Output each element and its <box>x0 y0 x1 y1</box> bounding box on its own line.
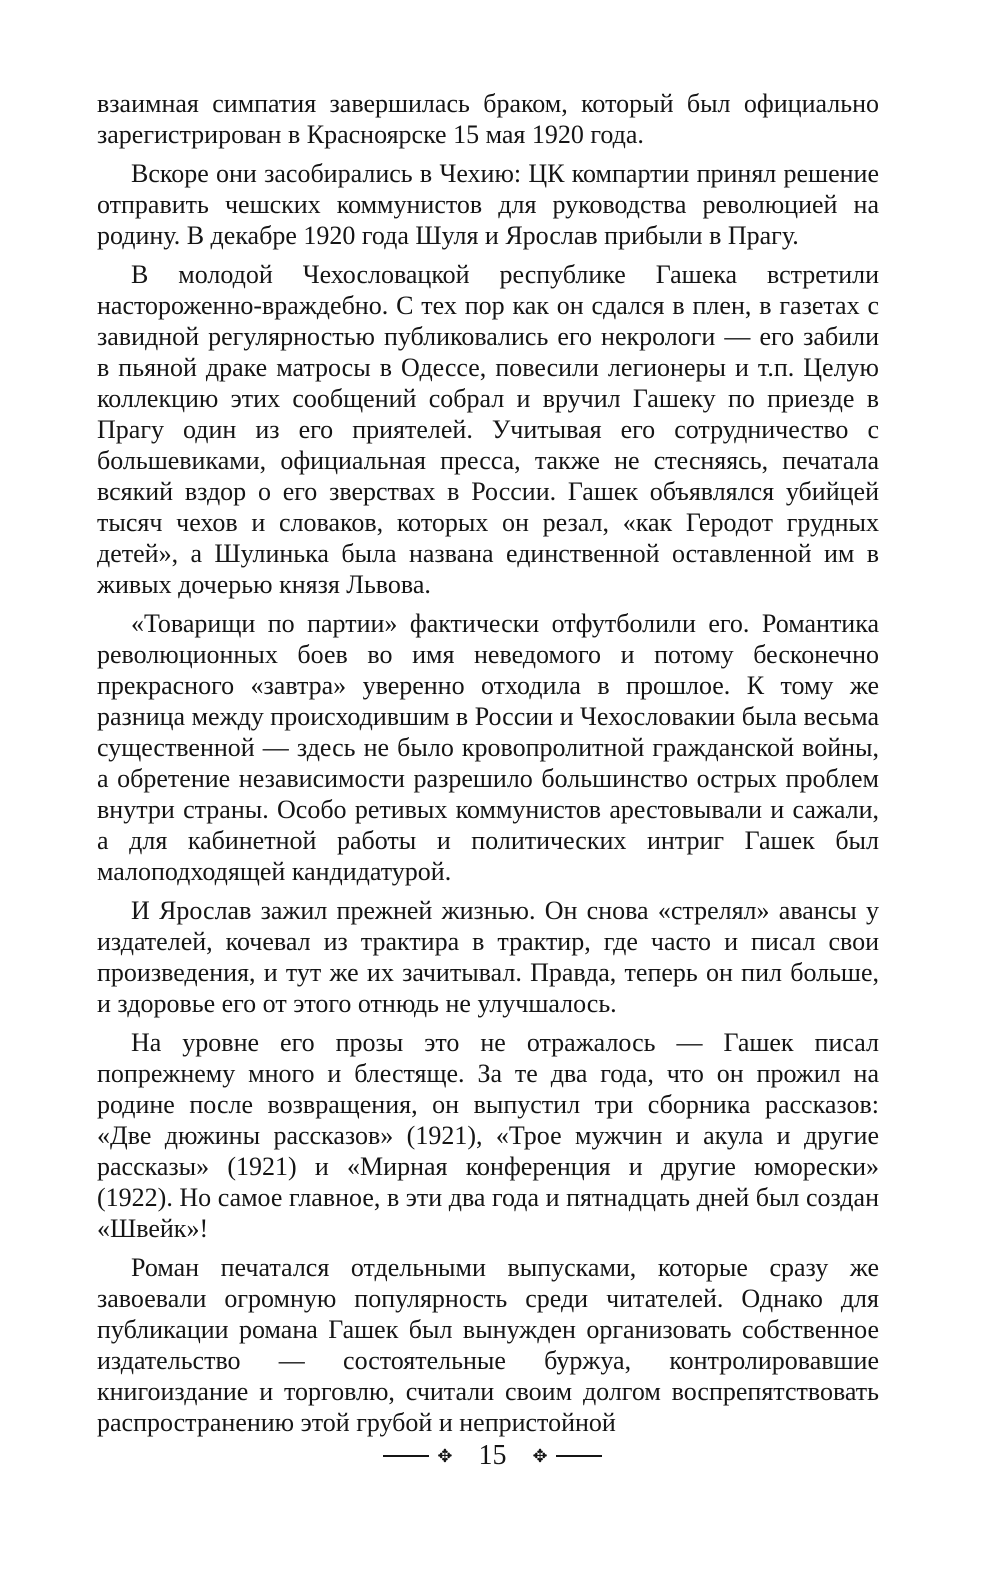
paragraph-5: И Ярослав зажил прежней жизнью. Он снова «стрелял» авансы у издателей, кочевал из трактира в трактир, где часто и писал свои произведения, и тут же их зачитывал. Правда, теперь он пил больше, и здоровье его от этого отнюдь не улучшалось. <box>97 896 879 1018</box>
footer-rule-left <box>383 1455 429 1457</box>
paragraph-6: На уровне его прозы это не отражалось — Гашек писал попрежнему много и блестяще. За те два года, что он прожил на родине после возвращения, он выпустил три сборника рассказов: «Две дюжины рассказов» (1921), «Трое мужчин и акула и другие рассказы» (1921) и «Мирная конференция и другие юморески» (1922). Но самое главное, в эти два года и пятнадцать дней был создан «Швейк»! <box>97 1028 879 1243</box>
paragraph-3: В молодой Чехословацкой республике Гашека встретили настороженно-враждебно. С тех пор как он сдался в плен, в газетах с завидной регулярностью публиковались его некрологи — его забили в пьяной драке матросы в Одессе, повесили легионеры и т.п. Целую коллекцию этих сообщений собрал и вручил Гашеку по приезде в Прагу один из его приятелей. Учитывая его сотрудничество с большевиками, официальная пресса, также не стесняясь, печатала всякий вздор о его зверствах в России. Гашек объявлялся убийцей тысяч чехов и словаков, которых он резал, «как Геродот грудных детей», а Шулинька была названа единственной оставленной им в живых дочерью князя Львова. <box>97 260 879 599</box>
paragraph-1: взаимная симпатия завершилась браком, который был официально зарегистрирован в Красноярске 15 мая 1920 года. <box>97 89 879 149</box>
footer-ornament-right-icon: ✥ <box>532 1446 548 1466</box>
footer-ornament-left-icon: ✥ <box>437 1446 453 1466</box>
footer-rule-right <box>556 1455 602 1457</box>
paragraph-2: Вскоре они засобирались в Чехию: ЦК компартии принял решение отправить чешских коммунистов для руководства революцией на родину. В декабре 1920 года Шуля и Ярослав прибыли в Прагу. <box>97 159 879 250</box>
paragraph-4: «Товарищи по партии» фактически отфутболили его. Романтика революционных боев во имя неведомого и потому бесконечно прекрасного «завтра» уверенно отходила в прошлое. К тому же разница между происходившим в России и Чехословакии была весьма существенной — здесь не было кровопролитной гражданской войны, а обретение независимости разрешило большинство острых проблем внутри страны. Особо ретивых коммунистов арестовывали и сажали, а для кабинетной работы и политических интриг Гашек был малоподходящей кандидатурой. <box>97 609 879 886</box>
book-page-text <box>97 88 879 1446</box>
page-number: 15 <box>478 1440 507 1471</box>
paragraph-7: Роман печатался отдельными выпусками, которые сразу же завоевали огромную популярность среди читателей. Однако для публикации романа Гашек был вынужден организовать собственное издательство — состоятельные буржуа, контролировавшие книгоиздание и торговлю, считали своим долгом воспрепятствовать распространению этой грубой и непристойной <box>97 1253 879 1437</box>
page-footer <box>0 1436 985 1476</box>
